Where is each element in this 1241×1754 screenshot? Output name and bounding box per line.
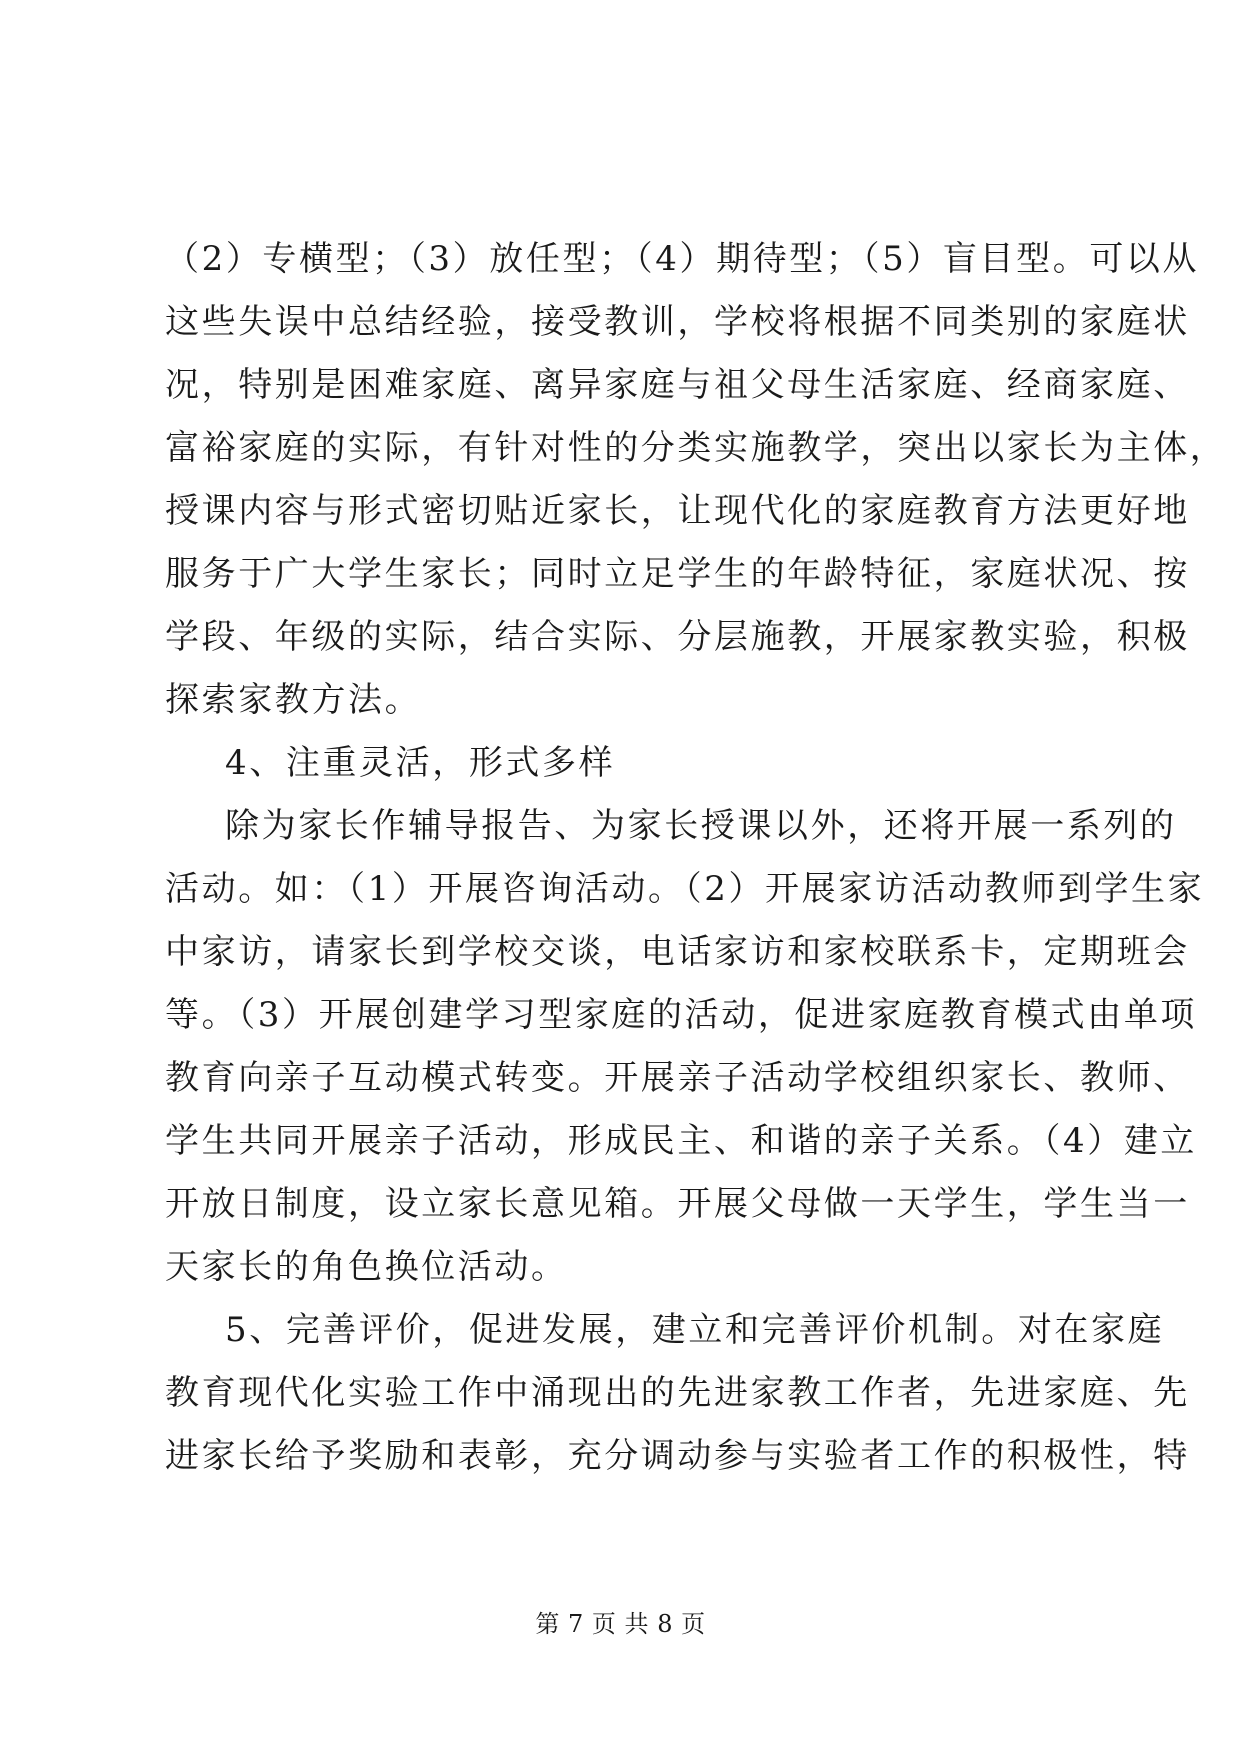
text-line: 教育现代化实验工作中涌现出的先进家教工作者，先进家庭、先 bbox=[165, 1373, 1190, 1413]
section-heading-5: 5、完善评价，促进发展，建立和完善评价机制。对在家庭 bbox=[225, 1310, 1165, 1350]
text-line: 况，特别是困难家庭、离异家庭与祖父母生活家庭、经商家庭、 bbox=[165, 365, 1190, 405]
text-line: 中家访，请家长到学校交谈，电话家访和家校联系卡，定期班会 bbox=[165, 932, 1190, 972]
text-line: 探索家教方法。 bbox=[165, 680, 422, 720]
text-line: （2）专横型；（3）放任型；（4）期待型；（5）盲目型。可以从 bbox=[165, 239, 1200, 279]
text-line: 教育向亲子互动模式转变。开展亲子活动学校组织家长、教师、 bbox=[165, 1058, 1190, 1098]
page-footer: 第 7 页 共 8 页 bbox=[535, 1610, 706, 1638]
body-text bbox=[165, 228, 1227, 1488]
text-line: 天家长的角色换位活动。 bbox=[165, 1247, 568, 1287]
text-line: 活动。如：（1）开展咨询活动。（2）开展家访活动教师到学生家 bbox=[165, 869, 1205, 909]
text-line: 学生共同开展亲子活动，形成民主、和谐的亲子关系。（4）建立 bbox=[165, 1121, 1198, 1161]
text-line: 富裕家庭的实际，有针对性的分类实施教学，突出以家长为主体， bbox=[165, 428, 1227, 468]
text-line: 等。（3）开展创建学习型家庭的活动，促进家庭教育模式由单项 bbox=[165, 995, 1198, 1035]
text-line: 授课内容与形式密切贴近家长，让现代化的家庭教育方法更好地 bbox=[165, 491, 1190, 531]
text-line: 这些失误中总结经验，接受教训，学校将根据不同类别的家庭状 bbox=[165, 302, 1190, 342]
text-line: 学段、年级的实际，结合实际、分层施教，开展家教实验，积极 bbox=[165, 617, 1190, 657]
paragraph-start: 除为家长作辅导报告、为家长授课以外，还将开展一系列的 bbox=[225, 806, 1177, 846]
text-line: 进家长给予奖励和表彰，充分调动参与实验者工作的积极性，特 bbox=[165, 1436, 1190, 1476]
text-line: 服务于广大学生家长；同时立足学生的年龄特征，家庭状况、按 bbox=[165, 554, 1190, 594]
text-line: 开放日制度，设立家长意见箱。开展父母做一天学生，学生当一 bbox=[165, 1184, 1190, 1224]
section-heading-4: 4、注重灵活，形式多样 bbox=[225, 743, 616, 783]
